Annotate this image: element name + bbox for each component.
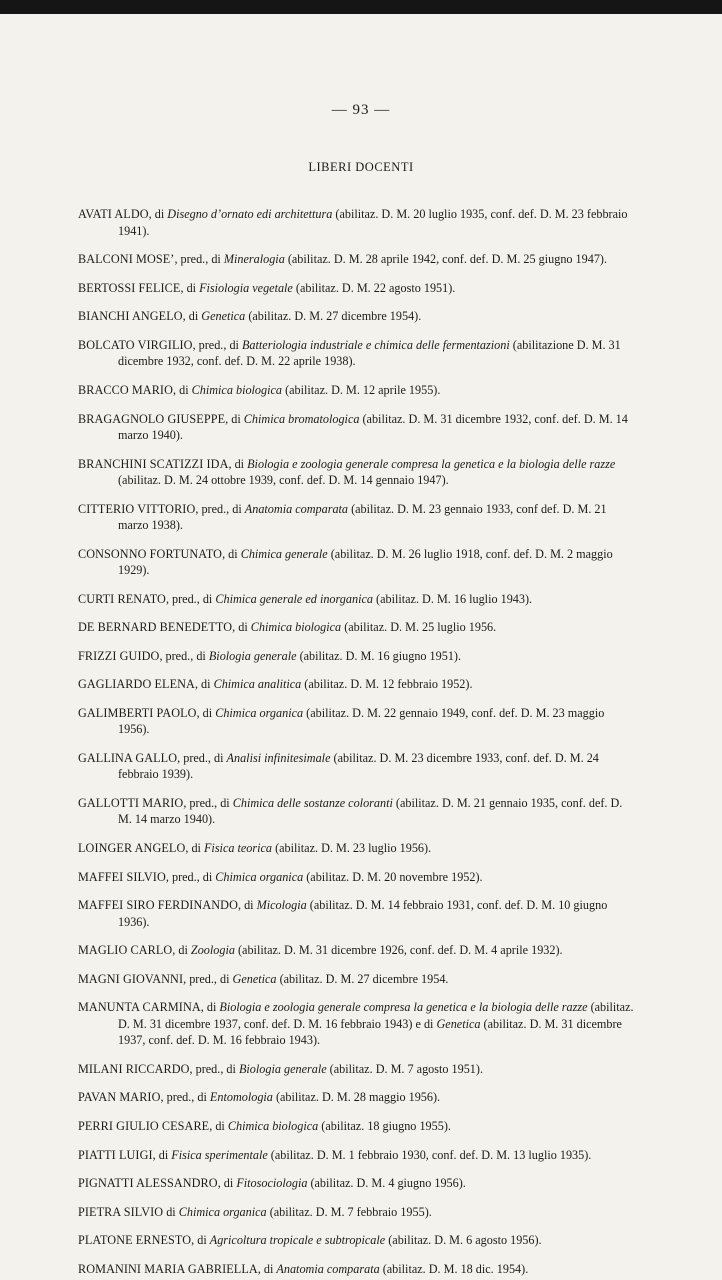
entry-name: PIETRA SILVIO (78, 1204, 164, 1219)
entry-connector: , di (200, 1000, 220, 1015)
list-item (78, 456, 634, 489)
entry-subject: Zoologia (190, 943, 235, 958)
entry-details: (abilitaz. D. M. 23 luglio 1956). (272, 840, 432, 855)
entry-connector: , pred., di (195, 501, 245, 516)
entry-connector: , di (173, 382, 192, 397)
entry-connector: , di (232, 620, 251, 635)
entry-details: (abilitazione D. M. 31 dicembre 1932, conf. def. D. M. 22 aprile 1938). (118, 337, 621, 369)
entry-details: (abilitaz. D. M. 27 dicembre 1954). (245, 309, 422, 324)
entry-subject: Biologia generale (238, 1061, 327, 1076)
entry-details: (abilitaz. D. M. 7 febbraio 1955). (266, 1204, 432, 1219)
entry-connector: , pred., di (177, 750, 227, 765)
entry-name: PAVAN MARIO (78, 1090, 161, 1105)
entry-name: MAFFEI SIRO FERDINANDO (78, 898, 238, 913)
list-item (78, 1175, 634, 1191)
entry-details: (abilitaz. D. M. 22 agosto 1951). (292, 280, 456, 295)
list-item (78, 1089, 634, 1105)
entry-subject: Genetica (232, 971, 277, 986)
list-item (78, 308, 634, 324)
entry-connector: , di (194, 677, 214, 692)
entry-details: (abilitaz. D. M. 6 agosto 1956). (385, 1233, 542, 1248)
entry-subject-second: Genetica (436, 1016, 481, 1031)
list-item (78, 206, 634, 239)
entry-name: PERRI GIULIO CESARE (78, 1118, 210, 1133)
entry-connector: , di (209, 1118, 228, 1133)
list-item (78, 337, 634, 370)
list-item (78, 1147, 634, 1163)
entry-details: (abilitaz. D. M. 21 gennaio 1935, conf. def. D. M. 14 marzo 1940). (118, 795, 623, 827)
entry-details: (abilitaz. D. M. 27 dicembre 1954. (276, 971, 449, 986)
entry-name: GALIMBERTI PAOLO (78, 705, 197, 720)
entry-connector: , di (148, 207, 168, 222)
entry-subject: Batteriologia industriale e chimica delle fermentazioni (241, 337, 510, 352)
list-item (78, 840, 634, 856)
entry-connector: di (163, 1204, 179, 1219)
entry-subject: Analisi infinitesimale (226, 750, 331, 765)
entry-connector: , di (185, 840, 204, 855)
entry-details-second: (abilitaz. D. M. 31 dicembre 1937, conf. def. D. M. 16 febbraio 1943). (118, 1016, 622, 1048)
entry-name: BOLCATO VIRGILIO (78, 337, 193, 352)
entry-details: (abilitaz. D. M. 12 aprile 1955). (282, 382, 441, 397)
entry-subject: Chimica organica (178, 1204, 267, 1219)
entry-name: MILANI RICCARDO (78, 1061, 190, 1076)
entry-name: GALLOTTI MARIO (78, 795, 184, 810)
entry-subject: Biologia e zoologia generale compresa la genetica e la biologia delle razze (219, 1000, 588, 1015)
entry-name: BRANCHINI SCATIZZI IDA (78, 456, 229, 471)
entry-connector: , di (172, 943, 191, 958)
entry-connector: , pred., di (159, 648, 209, 663)
list-item (78, 619, 634, 635)
entry-connector: , di (217, 1176, 237, 1191)
entry-name: DE BERNARD BENEDETTO (78, 620, 233, 635)
entry-name: ROMANINI MARIA GABRIELLA (78, 1261, 258, 1276)
list-item (78, 591, 634, 607)
entry-subject: Micologia (256, 898, 307, 913)
entry-subject: Anatomia comparata (276, 1261, 380, 1276)
list-item (78, 382, 634, 398)
entry-details: (abilitaz. D. M. 4 giugno 1956). (307, 1176, 466, 1191)
entry-details: (abilitaz. D. M. 20 novembre 1952). (303, 869, 483, 884)
entry-connector: , pred., di (174, 252, 224, 267)
entry-connector: , pred., di (192, 337, 242, 352)
entry-connector: , di (180, 280, 200, 295)
entry-details: (abilitaz. D. M. 22 gennaio 1949, conf. def. D. M. 23 maggio 1956). (118, 705, 605, 737)
entry-details: (abilitaz. D. M. 14 febbraio 1931, conf. def. D. M. 10 giugno 1936). (118, 898, 608, 929)
entry-name: GAGLIARDO ELENA (78, 677, 195, 692)
entry-subject: Disegno d’ornato edi architettura (167, 207, 333, 222)
entry-subject: Genetica (201, 309, 246, 324)
list-item (78, 897, 634, 930)
entry-name: BIANCHI ANGELO (78, 309, 183, 324)
list-item (78, 1261, 634, 1277)
entry-connector: , pred., di (183, 795, 233, 810)
entry-name: BALCONI MOSE’ (78, 252, 175, 267)
entry-subject: Chimica generale ed inorganica (215, 591, 373, 606)
entry-details: (abilitaz. D. M. 16 giugno 1951). (296, 648, 462, 663)
entry-connector: , di (222, 546, 241, 561)
list-item (78, 1061, 634, 1077)
entry-subject: Biologia generale (208, 648, 297, 663)
entry-name: PLATONE ERNESTO (78, 1233, 192, 1248)
entry-details: (abilitaz. D. M. 28 maggio 1956). (272, 1090, 441, 1105)
entry-name: GALLINA GALLO (78, 750, 178, 765)
entry-subject: Biologia e zoologia generale compresa la genetica e la biologia delle razze (247, 456, 616, 471)
entry-connector: , di (196, 705, 216, 720)
entry-subject: Agricoltura tropicale e subtropicale (209, 1233, 386, 1248)
docenti-list (78, 194, 634, 1280)
entry-name: PIATTI LUIGI (78, 1147, 153, 1162)
entry-name: BERTOSSI FELICE (78, 280, 181, 295)
entry-connector: , pred., di (165, 869, 216, 884)
entry-connector: , pred., di (189, 1061, 239, 1076)
entry-connector: , di (237, 898, 257, 913)
list-item (78, 942, 634, 958)
entry-subject: Fisiologia vegetale (199, 280, 293, 295)
entry-connector: , di (191, 1233, 210, 1248)
entry-name: LOINGER ANGELO (78, 840, 186, 855)
entry-details: (abilitaz. D. M. 25 luglio 1956. (341, 620, 497, 635)
entry-connector: , pred., di (183, 971, 233, 986)
entry-connector: , di (257, 1261, 277, 1276)
entry-subject: Chimica generale (240, 546, 328, 561)
entry-details: (abilitaz. D. M. 20 luglio 1935, conf. def. D. M. 23 febbraio 1941). (118, 207, 628, 238)
entry-name: FRIZZI GUIDO (78, 648, 160, 663)
entry-subject: Chimica bromatologica (243, 411, 360, 426)
entry-connector: , pred., di (160, 1090, 210, 1105)
entry-subject: Chimica biologica (191, 382, 283, 397)
list-item (78, 1118, 634, 1134)
list-item (78, 501, 634, 534)
entry-details: (abilitaz. D. M. 31 dicembre 1937, conf. def. D. M. 16 febbraio 1943) e di (118, 1000, 634, 1031)
list-item (78, 648, 634, 664)
list-item (78, 411, 634, 444)
entry-details: (abilitaz. D. M. 16 luglio 1943). (372, 591, 533, 606)
list-item (78, 1204, 634, 1220)
entry-details: (abilitaz. D. M. 26 luglio 1918, conf. def. D. M. 2 maggio 1929). (118, 546, 613, 577)
list-item (78, 971, 634, 987)
entry-subject: Entomologia (209, 1090, 273, 1105)
page-number: — 93 — (331, 102, 391, 118)
list-item (78, 750, 634, 783)
entry-connector: , pred., di (165, 591, 216, 606)
entry-name: CITTERIO VITTORIO (78, 501, 196, 516)
list-item (78, 705, 634, 738)
entry-name: CURTI RENATO (78, 591, 166, 606)
entry-subject: Fisica teorica (203, 840, 273, 855)
entry-subject: Chimica delle sostanze coloranti (232, 795, 393, 810)
entry-connector: , di (228, 456, 248, 471)
entry-name: MAFFEI SILVIO (78, 869, 166, 884)
list-item (78, 546, 634, 579)
list-item (78, 869, 634, 885)
entry-details: (abilitaz. D. M. 31 dicembre 1926, conf. def. D. M. 4 aprile 1932). (234, 943, 563, 958)
entry-name: MAGLIO CARLO (78, 943, 173, 958)
entry-details: (abilitaz. D. M. 24 ottobre 1939, conf. def. D. M. 14 gennaio 1947). (118, 472, 449, 487)
entry-name: PIGNATTI ALESSANDRO (78, 1176, 218, 1191)
entry-subject: Chimica biologica (250, 620, 342, 635)
section-title: LIBERI DOCENTI (308, 160, 414, 174)
entry-subject: Chimica organica (215, 869, 304, 884)
list-item (78, 251, 634, 267)
entry-details: (abilitaz. D. M. 18 dic. 1954). (379, 1261, 529, 1276)
list-item (78, 1232, 634, 1248)
entry-name: CONSONNO FORTUNATO (78, 546, 223, 561)
entry-details: (abilitaz. D. M. 12 febbraio 1952). (301, 677, 473, 692)
scan-top-edge (0, 0, 722, 14)
list-item (78, 795, 634, 828)
entry-details: (abilitaz. D. M. 31 dicembre 1932, conf. def. D. M. 14 marzo 1940). (118, 411, 628, 442)
entry-name: MAGNI GIOVANNI (78, 971, 184, 986)
entry-details: (abilitaz. 18 giugno 1955). (318, 1118, 451, 1133)
entry-connector: , di (225, 411, 244, 426)
entry-subject: Mineralogia (223, 252, 285, 267)
entry-name: AVATI ALDO (78, 207, 149, 222)
entry-connector: , di (152, 1147, 172, 1162)
entry-details: (abilitaz. D. M. 23 gennaio 1933, conf def. D. M. 21 marzo 1938). (118, 501, 607, 532)
entry-subject: Chimica analitica (213, 677, 302, 692)
entry-subject: Chimica biologica (227, 1118, 319, 1133)
entry-subject: Fisica sperimentale (171, 1147, 268, 1162)
entry-details: (abilitaz. D. M. 7 agosto 1951). (326, 1061, 484, 1076)
entry-subject: Anatomia comparata (244, 501, 349, 516)
list-item (78, 280, 634, 296)
entry-details: (abilitaz. D. M. 23 dicembre 1933, conf. def. D. M. 24 febbraio 1939). (118, 750, 599, 782)
entry-subject: Chimica organica (215, 705, 304, 720)
entry-details: (abilitaz. D. M. 28 aprile 1942, conf. def. D. M. 25 giugno 1947). (284, 252, 608, 267)
entry-subject: Fitosociologia (236, 1176, 308, 1191)
entry-name: BRAGAGNOLO GIUSEPPE (78, 411, 226, 426)
entry-connector: , di (182, 309, 202, 324)
list-item (78, 676, 634, 692)
entry-name: MANUNTA CARMINA (78, 1000, 201, 1015)
entry-details: (abilitaz. D. M. 1 febbraio 1930, conf. def. D. M. 13 luglio 1935). (267, 1147, 592, 1162)
entry-name: BRACCO MARIO (78, 382, 173, 397)
